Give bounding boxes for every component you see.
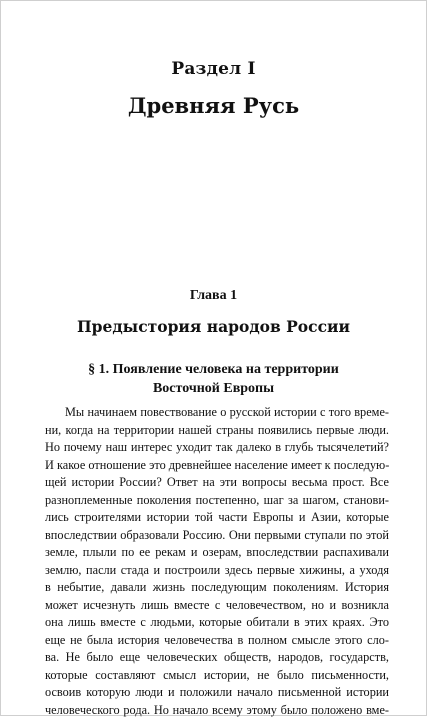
body-line: Но почему наш интерес уходит так далеко в глубь тысячелетий? (45, 439, 389, 457)
body-line: землю, пасли стада и построили здесь первые хижины, а уходя (45, 562, 389, 580)
chapter-label: Глава 1 (1, 288, 426, 304)
body-text (45, 404, 389, 719)
body-line: разноплеменные поколения постепенно, шаг за шагом, станови- (45, 492, 389, 510)
body-line: Мы начинаем повествование о русской истории с того време- (45, 404, 389, 422)
body-line: она лишь вместе с людьми, которые обитали в этих краях. Это (45, 614, 389, 632)
part-title: Древняя Русь (1, 93, 426, 118)
body-line: лись строителями истории той части Европы и Азии, которые (45, 509, 389, 527)
body-line: И какое отношение это древнейшее население имеет к последую- (45, 457, 389, 475)
body-line: которые составляют смысл истории, не было письменности, (45, 667, 389, 685)
part-label: Раздел I (1, 59, 426, 79)
chapter-title: Предыстория народов России (1, 317, 426, 336)
body-line: ни, когда на территории нашей страны появились первые люди. (45, 422, 389, 440)
body-line: человеческого рода. Но начало всему этому было положено вме- (45, 702, 389, 719)
section-title (41, 360, 386, 398)
body-line: освоив которую люди и положили начало письменной истории (45, 684, 389, 702)
body-line: еще не была история человечества в полном смысле этого сло- (45, 632, 389, 650)
section-title-line: § 1. Появление человека на территории (41, 360, 386, 379)
body-line: впоследствии образовали Россию. Они первыми ступали по этой (45, 527, 389, 545)
body-line: щей истории России? Ответ на эти вопросы весьма прост. Все (45, 474, 389, 492)
body-line: может исчезнуть лишь вместе с человечеством, но и возникла (45, 597, 389, 615)
body-line: ва. Не было еще человеческих обществ, народов, государств, (45, 649, 389, 667)
section-title-line: Восточной Европы (41, 379, 386, 398)
body-line: в небытие, давали жизнь последующим поколениям. История (45, 579, 389, 597)
body-line: земле, плыли по ее рекам и озерам, впоследствии распахивали (45, 544, 389, 562)
